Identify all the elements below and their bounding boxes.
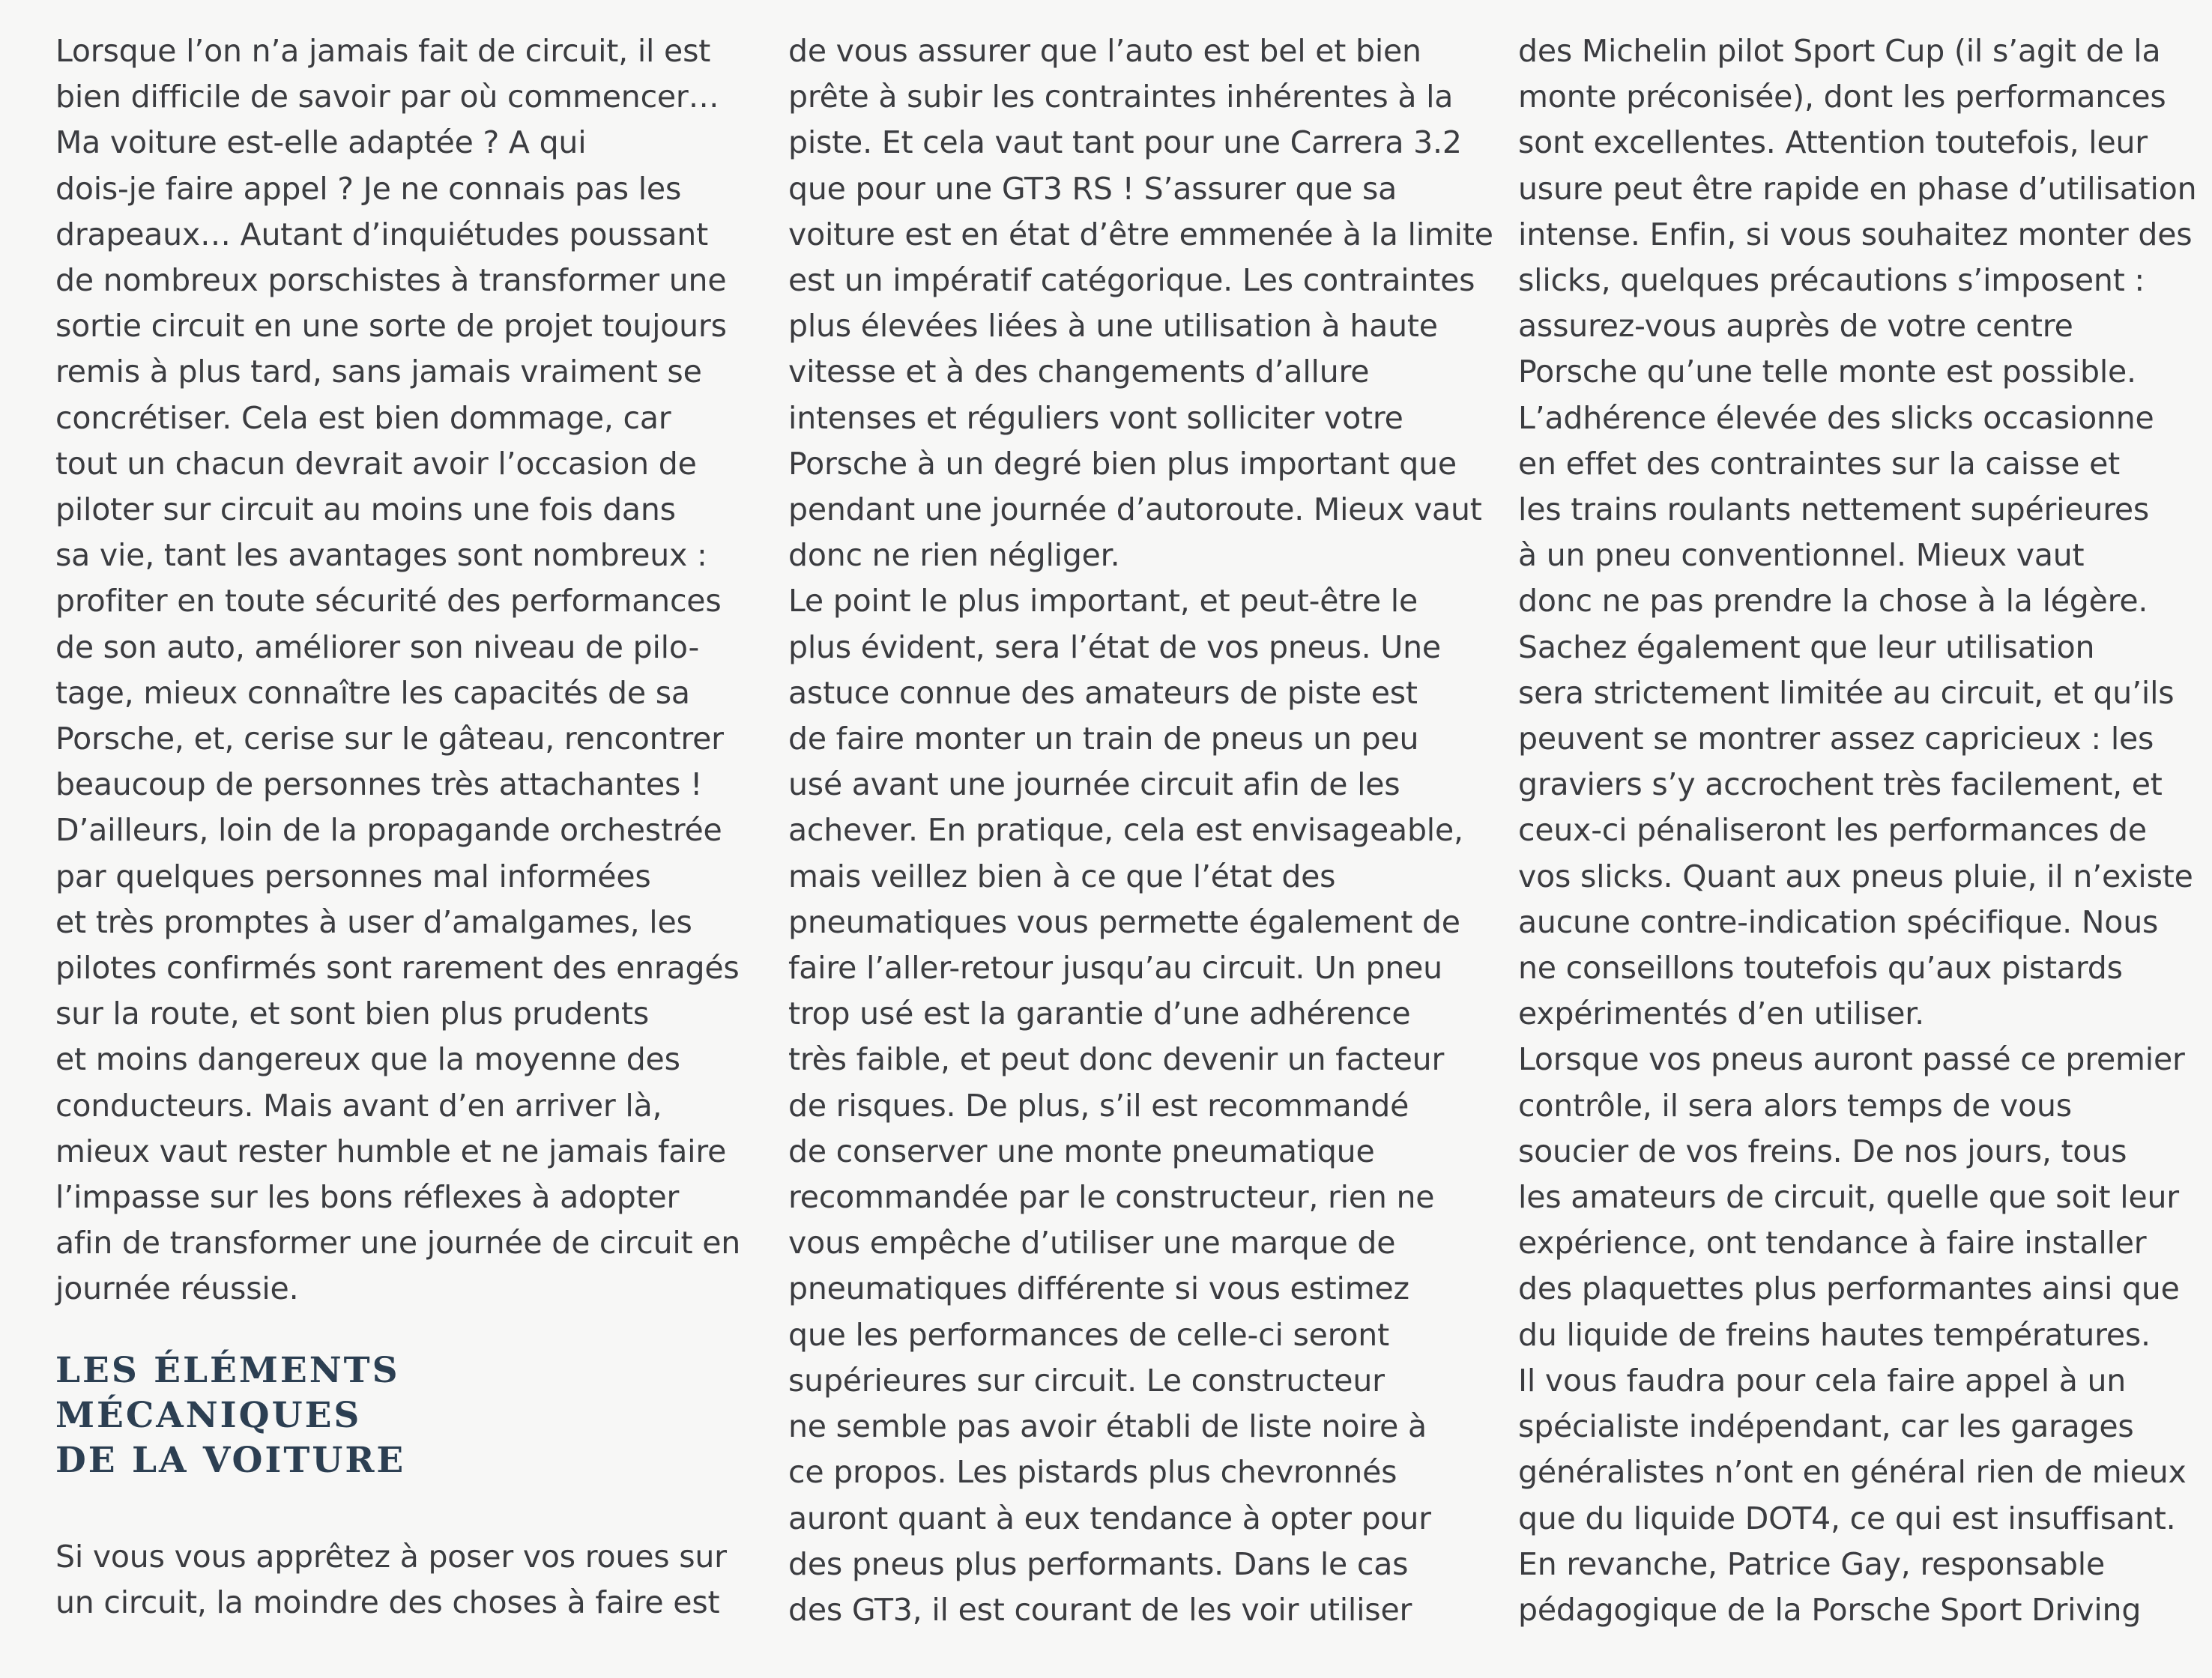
text-line: usé avant une journée circuit afin de les xyxy=(788,766,1400,803)
text-line: que les performances de celle-ci seront xyxy=(788,1316,1389,1353)
text-line: des Michelin pilot Sport Cup (il s’agit de la xyxy=(1518,33,2161,69)
text-line: un circuit, la moindre des choses à faire est xyxy=(55,1584,720,1621)
text-line: spécialiste indépendant, car les garages xyxy=(1518,1408,2134,1445)
text-line: supérieures sur circuit. Le constructeur xyxy=(788,1362,1385,1399)
text-line: à un pneu conventionnel. Mieux vaut xyxy=(1518,537,2085,574)
section-heading-line: DE LA VOITURE xyxy=(55,1440,406,1481)
text-line: de risques. De plus, s’il est recommandé xyxy=(788,1087,1409,1124)
text-line: expérimentés d’en utiliser. xyxy=(1518,996,1924,1032)
text-line: de son auto, améliorer son niveau de pilo- xyxy=(55,629,700,665)
text-line: remis à plus tard, sans jamais vraiment se xyxy=(55,354,702,390)
text-line: Lorsque vos pneus auront passé ce premier xyxy=(1518,1041,2185,1078)
text-line: vos slicks. Quant aux pneus pluie, il n’existe xyxy=(1518,858,2193,894)
text-line: trop usé est la garantie d’une adhérence xyxy=(788,996,1411,1032)
text-line: des GT3, il est courant de les voir utiliser xyxy=(788,1591,1412,1628)
text-line: et très promptes à user d’amalgames, les xyxy=(55,903,692,940)
text-line: sa vie, tant les avantages sont nombreux : xyxy=(55,537,707,574)
text-line: pédagogique de la Porsche Sport Driving xyxy=(1518,1591,2142,1628)
text-line: Si vous vous apprêtez à poser vos roues sur xyxy=(55,1539,727,1575)
text-line: Porsche qu’une telle monte est possible. xyxy=(1518,354,2136,390)
text-line: vitesse et à des changements d’allure xyxy=(788,354,1370,390)
text-line: journée réussie. xyxy=(55,1270,299,1307)
text-line: bien difficile de savoir par où commencer… xyxy=(55,79,719,115)
text-line: mais veillez bien à ce que l’état des xyxy=(788,858,1336,894)
section-intro xyxy=(55,1534,730,1626)
text-line: ne conseillons toutefois qu’aux pistards xyxy=(1518,950,2123,987)
text-line: mieux vaut rester humble et ne jamais faire xyxy=(55,1133,727,1169)
text-line: D’ailleurs, loin de la propagande orchestrée xyxy=(55,812,722,849)
text-line: par quelques personnes mal informées xyxy=(55,858,651,894)
text-line: monte préconisée), dont les performances xyxy=(1518,79,2166,115)
text-line: drapeaux… Autant d’inquiétudes poussant xyxy=(55,216,708,252)
text-line: voiture est en état d’être emmenée à la limite xyxy=(788,216,1493,252)
text-line: faire l’aller-retour jusqu’au circuit. Un pneu xyxy=(788,950,1442,987)
text-line: intenses et réguliers vont solliciter votre xyxy=(788,399,1403,436)
text-line: prête à subir les contraintes inhérentes à la xyxy=(788,79,1454,115)
text-line: aucune contre-indication spécifique. Nous xyxy=(1518,903,2159,940)
section-heading-line: LES ÉLÉMENTS xyxy=(55,1350,400,1391)
text-line: slicks, quelques précautions s’imposent : xyxy=(1518,262,2145,299)
text-line: généralistes n’ont en général rien de mieux xyxy=(1518,1454,2187,1491)
text-line: beaucoup de personnes très attachantes ! xyxy=(55,766,703,803)
text-line: sera strictement limitée au circuit, et qu’ils xyxy=(1518,674,2175,711)
text-line: des plaquettes plus performantes ainsi que xyxy=(1518,1270,2180,1307)
text-line: vous empêche d’utiliser une marque de xyxy=(788,1225,1396,1261)
text-line: plus élevées liées à une utilisation à haute xyxy=(788,308,1438,345)
text-line: l’impasse sur les bons réflexes à adopter xyxy=(55,1179,680,1216)
text-line: plus évident, sera l’état de vos pneus. Une xyxy=(788,629,1441,665)
text-line: tage, mieux connaître les capacités de sa xyxy=(55,674,690,711)
text-line: pilotes confirmés sont rarement des enragés xyxy=(55,950,740,987)
text-line: sont excellentes. Attention toutefois, leur xyxy=(1518,124,2148,161)
text-line: intense. Enfin, si vous souhaitez monter des xyxy=(1518,216,2193,252)
text-line: Lorsque l’on n’a jamais fait de circuit, il est xyxy=(55,33,711,69)
text-line: que pour une GT3 RS ! S’assurer que sa xyxy=(788,170,1397,207)
text-line: donc ne rien négliger. xyxy=(788,537,1120,574)
text-line: sur la route, et sont bien plus prudents xyxy=(55,996,650,1032)
text-line: ce propos. Les pistards plus chevronnés xyxy=(788,1454,1397,1491)
text-line: les amateurs de circuit, quelle que soit leur xyxy=(1518,1179,2179,1216)
text-line: que du liquide DOT4, ce qui est insuffisant. xyxy=(1518,1500,2176,1536)
text-line: est un impératif catégorique. Les contraintes xyxy=(788,262,1475,299)
text-line: du liquide de freins hautes températures. xyxy=(1518,1316,2151,1353)
text-line: concrétiser. Cela est bien dommage, car xyxy=(55,399,671,436)
text-line: soucier de vos freins. De nos jours, tous xyxy=(1518,1133,2127,1169)
text-line: et moins dangereux que la moyenne des xyxy=(55,1041,680,1078)
text-line: conducteurs. Mais avant d’en arriver là, xyxy=(55,1087,662,1124)
text-line: L’adhérence élevée des slicks occasionne xyxy=(1518,399,2154,436)
text-line: ne semble pas avoir établi de liste noire à xyxy=(788,1408,1427,1445)
text-line: expérience, ont tendance à faire installer xyxy=(1518,1225,2147,1261)
section-heading xyxy=(55,1348,730,1483)
text-line: des pneus plus performants. Dans le cas xyxy=(788,1545,1409,1582)
text-line: de faire monter un train de pneus un peu xyxy=(788,721,1419,757)
text-column-1 xyxy=(55,28,741,1312)
text-line: Sachez également que leur utilisation xyxy=(1518,629,2095,665)
text-line: pneumatiques vous permette également de xyxy=(788,903,1460,940)
text-line: Porsche, et, cerise sur le gâteau, rencontrer xyxy=(55,721,724,757)
text-line: graviers s’y accrochent très facilement, et xyxy=(1518,766,2163,803)
text-line: profiter en toute sécurité des performances xyxy=(55,583,722,620)
text-column-3 xyxy=(1518,28,2197,1633)
text-line: tout un chacun devrait avoir l’occasion de xyxy=(55,445,697,482)
text-line: auront quant à eux tendance à opter pour xyxy=(788,1500,1431,1536)
text-line: afin de transformer une journée de circuit en xyxy=(55,1225,741,1261)
text-line: assurez-vous auprès de votre centre xyxy=(1518,308,2073,345)
text-line: piloter sur circuit au moins une fois dans xyxy=(55,491,676,528)
text-line: sortie circuit en une sorte de projet toujours xyxy=(55,308,727,345)
text-line: contrôle, il sera alors temps de vous xyxy=(1518,1087,2072,1124)
text-line: recommandée par le constructeur, rien ne xyxy=(788,1179,1435,1216)
text-line: ceux-ci pénaliseront les performances de xyxy=(1518,812,2147,849)
text-line: Le point le plus important, et peut-être le xyxy=(788,583,1418,620)
text-line: en effet des contraintes sur la caisse et xyxy=(1518,445,2120,482)
text-line: donc ne pas prendre la chose à la légère. xyxy=(1518,583,2148,620)
text-line: de nombreux porschistes à transformer une xyxy=(55,262,727,299)
text-line: achever. En pratique, cela est envisageable, xyxy=(788,812,1463,849)
text-line: astuce connue des amateurs de piste est xyxy=(788,674,1418,711)
text-line: peuvent se montrer assez capricieux : les xyxy=(1518,721,2154,757)
text-line: En revanche, Patrice Gay, responsable xyxy=(1518,1545,2106,1582)
text-column-2 xyxy=(788,28,1493,1633)
text-line: piste. Et cela vaut tant pour une Carrera 3.2 xyxy=(788,124,1462,161)
text-line: pneumatiques différente si vous estimez xyxy=(788,1270,1409,1307)
text-line: Il vous faudra pour cela faire appel à un xyxy=(1518,1362,2127,1399)
text-line: pendant une journée d’autoroute. Mieux vaut xyxy=(788,491,1482,528)
text-line: Porsche à un degré bien plus important que xyxy=(788,445,1457,482)
text-line: de conserver une monte pneumatique xyxy=(788,1133,1375,1169)
text-line: Ma voiture est-elle adaptée ? A qui xyxy=(55,124,587,161)
text-line: usure peut être rapide en phase d’utilisation xyxy=(1518,170,2197,207)
text-line: dois-je faire appel ? Je ne connais pas les xyxy=(55,170,682,207)
text-line: de vous assurer que l’auto est bel et bien xyxy=(788,33,1421,69)
section-heading-line: MÉCANIQUES xyxy=(55,1395,362,1436)
text-line: les trains roulants nettement supérieures xyxy=(1518,491,2150,528)
text-line: très faible, et peut donc devenir un facteur xyxy=(788,1041,1445,1078)
